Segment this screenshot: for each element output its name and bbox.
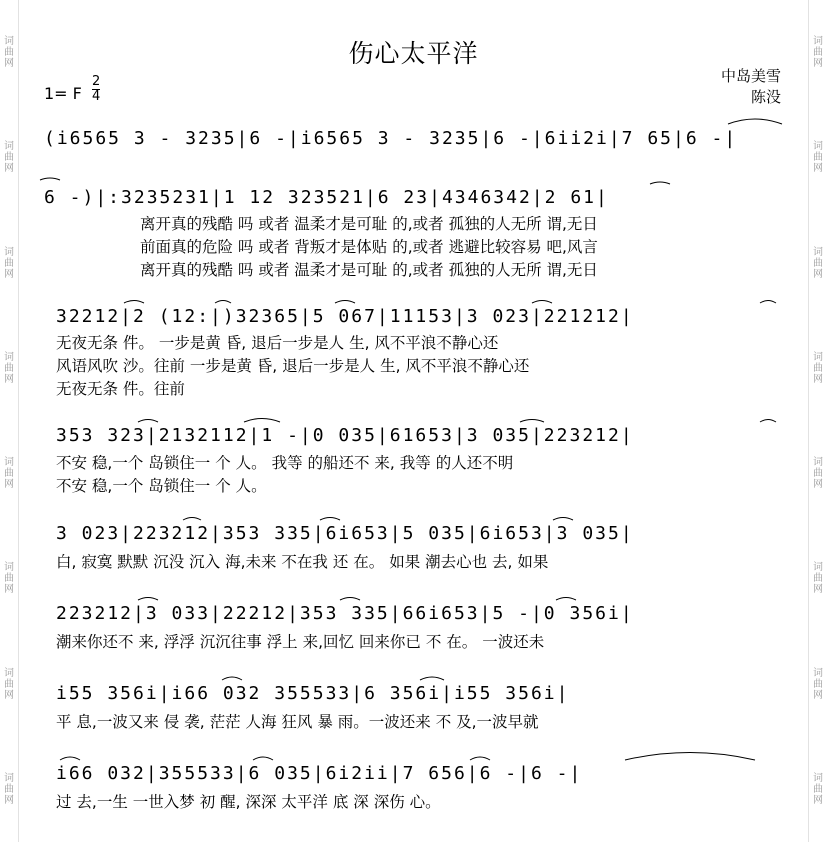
- lyric-line: 过 去,一生 一世入梦 初 醒, 深深 太平洋 底 深 深伤 心。: [56, 793, 441, 811]
- slur-mark: [520, 420, 544, 423]
- watermark: 词 曲 网: [4, 246, 14, 280]
- lyric-line: 平 息,一波又来 侵 袭, 茫茫 人海 狂风 暴 雨。一波还来 不 及,一波早就: [56, 713, 539, 731]
- slur-mark: [340, 598, 360, 601]
- slur-mark: [470, 757, 490, 760]
- composer: 中岛美雪: [720, 67, 781, 85]
- slur-mark: [215, 301, 231, 304]
- watermark: 词 曲 网: [813, 141, 823, 175]
- slur-mark: [40, 178, 60, 180]
- lyricist: 陈没: [750, 88, 781, 106]
- watermark: 词 曲 网: [813, 351, 823, 385]
- lyric-line: 前面真的危险 吗 或者 背叛才是体贴 的,或者 逃避比较容易 吧,风言: [140, 238, 598, 256]
- slur-mark: [553, 518, 573, 521]
- notation-line-1: (i6565 3 - 3235|6 -|i6565 3 - 3235|6 -|6ii2i|7 65|6 -|: [44, 128, 738, 149]
- lyric-line: 离开真的残酷 吗 或者 温柔才是可耻 的,或者 孤独的人无所 谓,无日: [140, 215, 598, 233]
- watermark: 词 曲 网: [813, 457, 823, 491]
- watermark: 词 曲 网: [4, 36, 14, 70]
- slur-mark: [183, 518, 201, 521]
- slur-mark: [760, 420, 776, 423]
- slur-mark: [253, 757, 273, 760]
- watermark: 词 曲 网: [813, 667, 823, 701]
- watermark: 词 曲 网: [4, 562, 14, 596]
- key-signature: 1= F: [44, 84, 82, 103]
- meter-top: 2: [92, 74, 101, 89]
- slur-mark: [532, 301, 552, 304]
- watermark: 词 曲 网: [813, 562, 823, 596]
- lyric-line: 不安 稳,一个 岛锁住一 个 人。 我等 的船还不 来, 我等 的人还不明: [56, 454, 514, 472]
- watermark: 词 曲 网: [4, 457, 14, 491]
- slur-mark: [420, 677, 444, 680]
- slur-mark: [728, 119, 782, 124]
- slur-mark: [760, 301, 776, 304]
- watermark: 词 曲 网: [813, 36, 823, 70]
- slur-mark: [244, 419, 280, 423]
- lyric-line: 无夜无条 件。往前: [56, 380, 185, 398]
- notation-line-5: 3 023|223212|353 335|6i653|5 035|6i653|3 035|: [56, 523, 634, 544]
- notation-line-7: i55 356i|i66 032 355533|6 356i|i55 356i|: [56, 683, 570, 704]
- lyric-line: 不安 稳,一个 岛锁住一 个 人。: [56, 477, 267, 495]
- slur-mark: [650, 182, 670, 184]
- slur-mark: [60, 757, 80, 760]
- notation-line-2: 6 -)|:3235231|1 12 323521|6 23|4346342|2 61|: [44, 187, 609, 208]
- meter-bottom: 4: [92, 89, 101, 104]
- watermark: 词 曲 网: [4, 772, 14, 806]
- notation-line-4: 353 323|2132112|1 -|0 035|61653|3 035|223212|: [56, 425, 634, 446]
- lyric-line: 离开真的残酷 吗 或者 温柔才是可耻 的,或者 孤独的人无所 谓,无日: [140, 261, 598, 279]
- slur-mark: [124, 301, 144, 304]
- slur-mark: [335, 301, 355, 304]
- watermark: 词 曲 网: [4, 141, 14, 175]
- slur-mark: [320, 518, 340, 521]
- lyric-line: 潮来你还不 来, 浮浮 沉沉往事 浮上 来,回忆 回来你已 不 在。 一波还未: [56, 633, 545, 651]
- slur-mark: [222, 677, 242, 680]
- slur-mark: [138, 598, 158, 601]
- watermark: 词 曲 网: [4, 351, 14, 385]
- slur-mark: [556, 598, 576, 601]
- lyric-line: 白, 寂寞 默默 沉没 沉入 海,未来 不在我 还 在。 如果 潮去心也 去, 如果: [56, 553, 549, 571]
- watermark: 词 曲 网: [4, 667, 14, 701]
- notation-line-6: 223212|3 033|22212|353 335|66i653|5 -|0 356i|: [56, 603, 634, 624]
- slur-mark: [138, 420, 158, 423]
- notation-line-3: 32212|2 (12:|)32365|5 067|11153|3 023|221212|: [56, 306, 634, 327]
- lyric-line: 无夜无条 件。 一步是黄 昏, 退后一步是人 生, 风不平浪不静心还: [56, 334, 499, 352]
- watermark: 词 曲 网: [813, 246, 823, 280]
- song-title: 伤心太平洋: [348, 39, 479, 68]
- watermark: 词 曲 网: [813, 772, 823, 806]
- notation-line-8: i66 032|355533|6 035|6i2ii|7 656|6 -|6 -|: [56, 763, 583, 784]
- lyric-line: 风语风吹 沙。往前 一步是黄 昏, 退后一步是人 生, 风不平浪不静心还: [56, 357, 530, 375]
- slur-mark: [625, 753, 755, 761]
